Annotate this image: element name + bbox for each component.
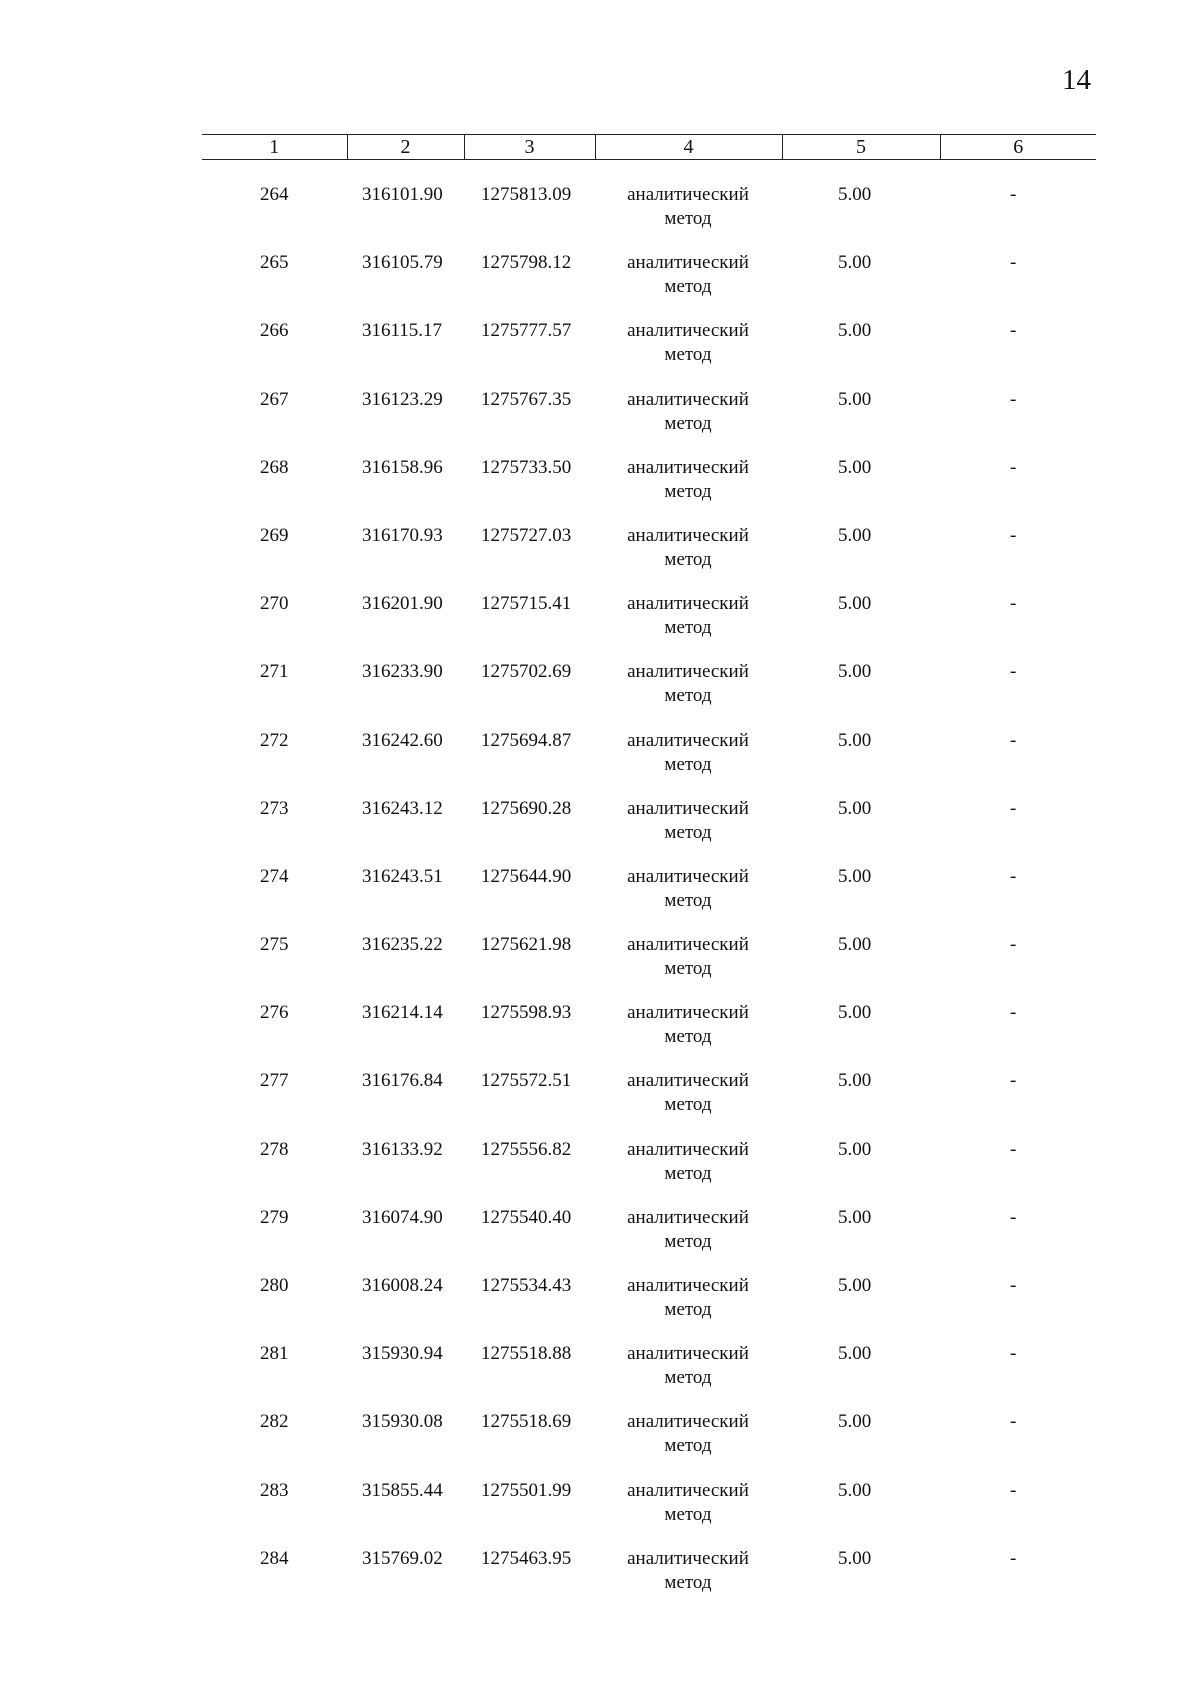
table-row <box>0 1001 1200 1069</box>
coordinate-x: 316074.90 <box>362 1206 443 1228</box>
coordinate-y: 1275501.99 <box>481 1479 572 1501</box>
point-number: 283 <box>260 1479 289 1501</box>
point-number: 273 <box>260 797 289 819</box>
coordinate-y: 1275518.69 <box>481 1411 572 1433</box>
table-row <box>0 456 1200 524</box>
precision-value: 5.00 <box>838 1206 872 1228</box>
table-row <box>0 1138 1200 1206</box>
coordinate-x: 316235.22 <box>362 934 443 956</box>
note-value: - <box>1010 593 1017 615</box>
note-value: - <box>1010 797 1017 819</box>
precision-value: 5.00 <box>838 1479 872 1501</box>
determination-method: аналитический метод <box>627 1206 749 1252</box>
coordinate-x: 316242.60 <box>362 729 443 751</box>
point-number: 269 <box>260 524 289 546</box>
determination-method: аналитический метод <box>627 1411 749 1457</box>
determination-method: аналитический метод <box>627 934 749 980</box>
determination-method: аналитический метод <box>627 729 749 775</box>
determination-method: аналитический метод <box>627 661 749 707</box>
coordinate-y: 1275715.41 <box>481 593 572 615</box>
column-header-row <box>202 135 1096 160</box>
note-value: - <box>1010 252 1017 274</box>
column-header-3: 3 <box>464 135 595 160</box>
point-number: 280 <box>260 1275 289 1296</box>
note-value: - <box>1010 184 1017 205</box>
point-number: 282 <box>260 1411 289 1433</box>
table-row <box>0 933 1200 1001</box>
determination-method: аналитический метод <box>627 1479 749 1525</box>
precision-value: 5.00 <box>838 593 872 615</box>
determination-method: аналитический метод <box>627 1343 749 1389</box>
determination-method: аналитический метод <box>627 865 749 911</box>
note-value: - <box>1010 1275 1017 1296</box>
column-header-4: 4 <box>595 135 782 160</box>
coordinate-y: 1275798.12 <box>481 252 572 274</box>
coordinate-x: 316101.90 <box>362 184 443 205</box>
coordinate-x: 315769.02 <box>362 1547 443 1569</box>
note-value: - <box>1010 524 1017 546</box>
coordinate-y: 1275702.69 <box>481 661 572 683</box>
coordinate-y: 1275727.03 <box>481 524 572 546</box>
coordinate-x: 315855.44 <box>362 1479 443 1501</box>
coordinate-x: 316158.96 <box>362 456 443 478</box>
table-row <box>0 319 1200 387</box>
table-row <box>0 524 1200 592</box>
coordinate-x: 316243.51 <box>362 865 443 887</box>
point-number: 284 <box>260 1547 289 1569</box>
precision-value: 5.00 <box>838 1411 872 1433</box>
precision-value: 5.00 <box>838 320 872 342</box>
point-number: 279 <box>260 1206 289 1228</box>
coordinate-x: 316133.92 <box>362 1138 443 1160</box>
point-number: 281 <box>260 1343 289 1365</box>
note-value: - <box>1010 1343 1017 1365</box>
precision-value: 5.00 <box>838 797 872 819</box>
note-value: - <box>1010 320 1017 342</box>
determination-method: аналитический метод <box>627 252 749 298</box>
coordinate-y: 1275534.43 <box>481 1275 572 1296</box>
coordinate-y: 1275694.87 <box>481 729 572 751</box>
column-header-2: 2 <box>347 135 464 160</box>
determination-method: аналитический метод <box>627 1138 749 1184</box>
coordinate-x: 316233.90 <box>362 661 443 683</box>
determination-method: аналитический метод <box>627 524 749 570</box>
note-value: - <box>1010 1002 1017 1024</box>
coordinate-y: 1275540.40 <box>481 1206 572 1228</box>
table-row <box>0 183 1200 251</box>
page-number: 14 <box>1062 64 1091 96</box>
precision-value: 5.00 <box>838 184 872 205</box>
coordinate-y: 1275463.95 <box>481 1547 572 1569</box>
determination-method: аналитический метод <box>627 1275 749 1320</box>
note-value: - <box>1010 1070 1017 1092</box>
coordinate-x: 316170.93 <box>362 524 443 546</box>
table-row <box>0 251 1200 319</box>
coordinate-x: 316105.79 <box>362 252 443 274</box>
coordinate-y: 1275813.09 <box>481 184 572 205</box>
determination-method: аналитический метод <box>627 388 749 434</box>
coordinate-y: 1275767.35 <box>481 388 572 410</box>
point-number: 272 <box>260 729 289 751</box>
table-row <box>0 660 1200 728</box>
note-value: - <box>1010 1411 1017 1433</box>
note-value: - <box>1010 456 1017 478</box>
coordinate-y: 1275518.88 <box>481 1343 572 1365</box>
note-value: - <box>1010 934 1017 956</box>
note-value: - <box>1010 1547 1017 1569</box>
table-row <box>0 1410 1200 1478</box>
precision-value: 5.00 <box>838 934 872 956</box>
point-number: 267 <box>260 388 289 410</box>
note-value: - <box>1010 1138 1017 1160</box>
coordinate-y: 1275598.93 <box>481 1002 572 1024</box>
column-header-table <box>202 134 1096 160</box>
determination-method: аналитический метод <box>627 1002 749 1048</box>
table-row <box>0 797 1200 865</box>
point-number: 265 <box>260 252 289 274</box>
coordinate-y: 1275733.50 <box>481 456 572 478</box>
table-row <box>0 1069 1200 1137</box>
coordinate-y: 1275690.28 <box>481 797 572 819</box>
precision-value: 5.00 <box>838 729 872 751</box>
coordinate-x: 316008.24 <box>362 1275 443 1296</box>
determination-method: аналитический метод <box>627 184 749 229</box>
table-row <box>0 1342 1200 1410</box>
note-value: - <box>1010 388 1017 410</box>
coordinate-y: 1275777.57 <box>481 320 572 342</box>
precision-value: 5.00 <box>838 456 872 478</box>
precision-value: 5.00 <box>838 1002 872 1024</box>
determination-method: аналитический метод <box>627 797 749 843</box>
table-row <box>0 388 1200 456</box>
precision-value: 5.00 <box>838 1070 872 1092</box>
coordinate-x: 316176.84 <box>362 1070 443 1092</box>
coordinate-x: 316243.12 <box>362 797 443 819</box>
precision-value: 5.00 <box>838 388 872 410</box>
note-value: - <box>1010 729 1017 751</box>
table-row <box>0 592 1200 660</box>
point-number: 275 <box>260 934 289 956</box>
determination-method: аналитический метод <box>627 1070 749 1116</box>
precision-value: 5.00 <box>838 865 872 887</box>
determination-method: аналитический метод <box>627 593 749 639</box>
note-value: - <box>1010 661 1017 683</box>
column-header-6: 6 <box>940 135 1096 160</box>
coordinate-x: 316123.29 <box>362 388 443 410</box>
note-value: - <box>1010 1479 1017 1501</box>
point-number: 264 <box>260 184 289 205</box>
table-row <box>0 1547 1200 1615</box>
table-row <box>0 1206 1200 1274</box>
coordinate-x: 316214.14 <box>362 1002 443 1024</box>
column-header-1: 1 <box>202 135 347 160</box>
coordinate-x: 316115.17 <box>362 320 443 342</box>
point-number: 274 <box>260 865 289 887</box>
precision-value: 5.00 <box>838 1343 872 1365</box>
precision-value: 5.00 <box>838 252 872 274</box>
coordinate-y: 1275621.98 <box>481 934 572 956</box>
coordinate-x: 315930.08 <box>362 1411 443 1433</box>
coordinates-table-body <box>0 183 1200 1615</box>
table-row <box>0 865 1200 933</box>
determination-method: аналитический метод <box>627 456 749 502</box>
coordinate-y: 1275644.90 <box>481 865 572 887</box>
point-number: 268 <box>260 456 289 478</box>
precision-value: 5.00 <box>838 524 872 546</box>
point-number: 278 <box>260 1138 289 1160</box>
point-number: 270 <box>260 593 289 615</box>
coordinate-y: 1275572.51 <box>481 1070 572 1092</box>
precision-value: 5.00 <box>838 1138 872 1160</box>
note-value: - <box>1010 865 1017 887</box>
precision-value: 5.00 <box>838 1547 872 1569</box>
precision-value: 5.00 <box>838 1275 872 1296</box>
determination-method: аналитический метод <box>627 1547 749 1593</box>
table-row <box>0 1479 1200 1547</box>
point-number: 271 <box>260 661 289 683</box>
determination-method: аналитический метод <box>627 320 749 366</box>
point-number: 266 <box>260 320 289 342</box>
precision-value: 5.00 <box>838 661 872 683</box>
point-number: 277 <box>260 1070 289 1092</box>
column-header-5: 5 <box>782 135 940 160</box>
coordinate-y: 1275556.82 <box>481 1138 572 1160</box>
note-value: - <box>1010 1206 1017 1228</box>
point-number: 276 <box>260 1002 289 1024</box>
table-row <box>0 729 1200 797</box>
table-row <box>0 1274 1200 1342</box>
coordinate-x: 315930.94 <box>362 1343 443 1365</box>
coordinate-x: 316201.90 <box>362 593 443 615</box>
